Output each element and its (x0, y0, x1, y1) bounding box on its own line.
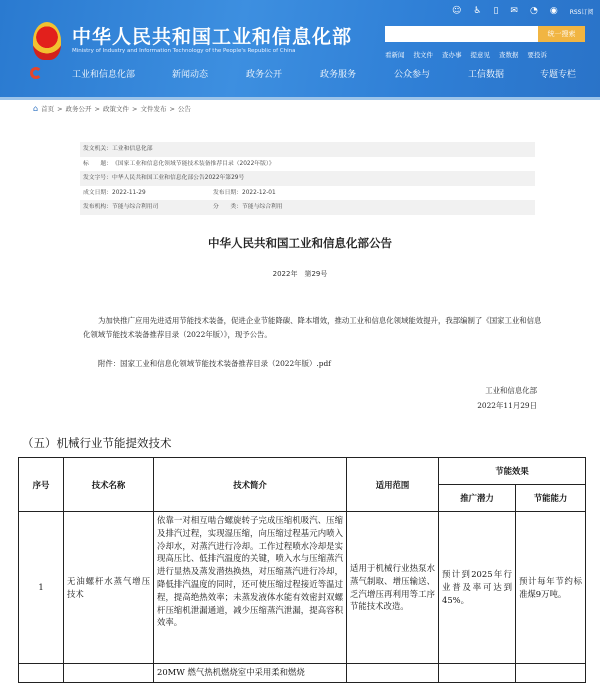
quick-link[interactable]: 查数据 (499, 51, 519, 59)
signer: 工业和信息化部 (485, 386, 537, 395)
e-logo-icon[interactable] (30, 67, 42, 79)
table-row (19, 512, 586, 664)
national-emblem-logo (33, 22, 61, 60)
document-metadata (80, 142, 535, 215)
breadcrumb-item[interactable]: 政策文件 (102, 105, 129, 113)
nav-item[interactable]: 工业和信息化部 (72, 70, 136, 80)
cell-capacity: 预计每年节约标准煤9万吨。 (516, 512, 586, 664)
label: 成文日期： (83, 189, 112, 196)
cell-potential: 预计到2025年行业普及率可达到45%。 (439, 512, 516, 664)
label: 标 题： (83, 160, 112, 167)
header-potential: 推广潜力 (439, 485, 516, 512)
nav-item[interactable]: 政务服务 (320, 70, 357, 80)
body-paragraph: 为加快推广应用先进适用节能技术装备，促进企业节能降碳、降本增效，推动工业和信息化领域能效提升，我部编制了《国家工业和信息化领域节能技术装备推荐目录（2022年版）》，现予公告。 (83, 316, 542, 339)
site-header (0, 0, 600, 100)
cell-scope: 适用于机械行业热泵水蒸气制取、增压输送、乏汽增压再利用等工序节能技术改造。 (347, 512, 439, 664)
home-icon[interactable]: ⌂ (33, 104, 39, 113)
label: 发布日期： (213, 189, 242, 196)
cell-scope (347, 664, 439, 683)
cell-name: 无油螺杆水蒸气增压技术 (64, 512, 154, 664)
issuer: 工业和信息化部 (112, 146, 153, 152)
doc-number-meta: 中华人民共和国工业和信息化部公告2022年第29号 (112, 175, 245, 182)
breadcrumb-item[interactable]: 首页 (41, 105, 55, 113)
weibo-icon[interactable]: ◉ (549, 6, 558, 16)
label: 发布机构： (83, 204, 112, 211)
breadcrumb-item[interactable]: 文件发布 (140, 105, 167, 113)
quick-link[interactable]: 找文件 (413, 51, 433, 59)
attachment-link[interactable]: 附件：国家工业和信息化领域节能技术装备推荐目录（2022年版）.pdf (98, 359, 331, 368)
mobile-icon[interactable]: ▯ (493, 6, 499, 16)
header-scope: 适用范围 (347, 458, 439, 512)
nav-item[interactable]: 政务公开 (246, 70, 283, 80)
label: 发文字号： (83, 175, 112, 182)
label: 分 类： (213, 204, 242, 211)
quick-link[interactable]: 提意见 (470, 51, 490, 59)
site-subtitle: Ministry of Industry and Information Technology of the People's Republic of China (72, 48, 296, 54)
breadcrumb-item[interactable]: 政务公开 (65, 105, 92, 113)
main-nav (0, 64, 600, 84)
quick-link[interactable]: 看新闻 (385, 51, 405, 59)
published-date: 2022-12-01 (242, 189, 276, 196)
header-no: 序号 (19, 458, 64, 512)
nav-item[interactable]: 公众参与 (394, 70, 431, 80)
doc-title-meta: 《国家工业和信息化领域节能技术装备推荐目录（2022年版）》 (112, 160, 275, 167)
rss-link[interactable]: RSS订阅 (569, 8, 594, 16)
search-input[interactable] (385, 26, 538, 42)
document-number: 2022年 第29号 (272, 270, 328, 278)
nav-item[interactable]: 新闻动态 (172, 70, 209, 80)
publishing-org: 节能与综合利用司 (112, 204, 159, 211)
nav-item[interactable]: 专题专栏 (540, 70, 577, 80)
category: 节能与综合利用 (242, 204, 283, 211)
mail-icon[interactable]: ✉ (510, 6, 518, 16)
site-title[interactable]: 中华人民共和国工业和信息化部 (72, 26, 353, 48)
quick-link[interactable]: 查办事 (442, 51, 462, 59)
quick-link[interactable]: 要投诉 (527, 51, 547, 59)
header-capacity: 节能能力 (516, 485, 586, 512)
cell-no (19, 664, 64, 683)
label: 发文机关： (83, 146, 112, 152)
header-intro: 技术简介 (154, 458, 347, 512)
cell-name (64, 664, 154, 683)
header-name: 技术名称 (64, 458, 154, 512)
breadcrumb-item[interactable]: 公告 (177, 105, 191, 113)
cell-no: 1 (19, 512, 64, 664)
wechat-icon[interactable]: ◔ (529, 6, 538, 16)
cell-potential (439, 664, 516, 683)
written-date: 2022-11-29 (112, 189, 146, 196)
cell-capacity (516, 664, 586, 683)
accessibility-icon[interactable]: ♿ (473, 6, 482, 16)
table-row (19, 664, 586, 683)
breadcrumb: ⌂ 首页 > 政务公开 > 政策文件 > 文件发布 > 公告 (33, 104, 191, 113)
robot-icon[interactable]: ☺ (452, 6, 462, 16)
sign-date: 2022年11月29日 (477, 401, 537, 410)
document-title: 中华人民共和国工业和信息化部公告 (208, 236, 392, 250)
header-effect: 节能效果 (439, 458, 586, 485)
nav-item[interactable]: 工信数据 (468, 70, 505, 80)
search-button[interactable]: 统一搜索 (538, 26, 585, 42)
cell-intro: 20MW 燃气热机燃烧室中采用柔和燃烧 (154, 664, 347, 683)
cell-intro: 依靠一对相互啮合螺旋转子完成压缩机吸汽、压缩及排汽过程，实现湿压缩，向压缩过程基元内喷入冷却水，对蒸汽进行冷却。工作过程喷水冷却是实现高压比、低排汽温度的关键，喷入水与压缩蒸汽进行显热及蒸发潜热换热，对压缩蒸汽进行冷却，降低排汽温度的同时，还可使压缩过程接近等温过程，提高绝热效率；未蒸发液体水能有效密封双螺杆压缩机泄漏通道，减少压缩蒸汽泄漏，提高容积效率。 (154, 512, 347, 664)
technology-table (18, 457, 586, 683)
section-title: （五）机械行业节能提效技术 (22, 436, 172, 450)
